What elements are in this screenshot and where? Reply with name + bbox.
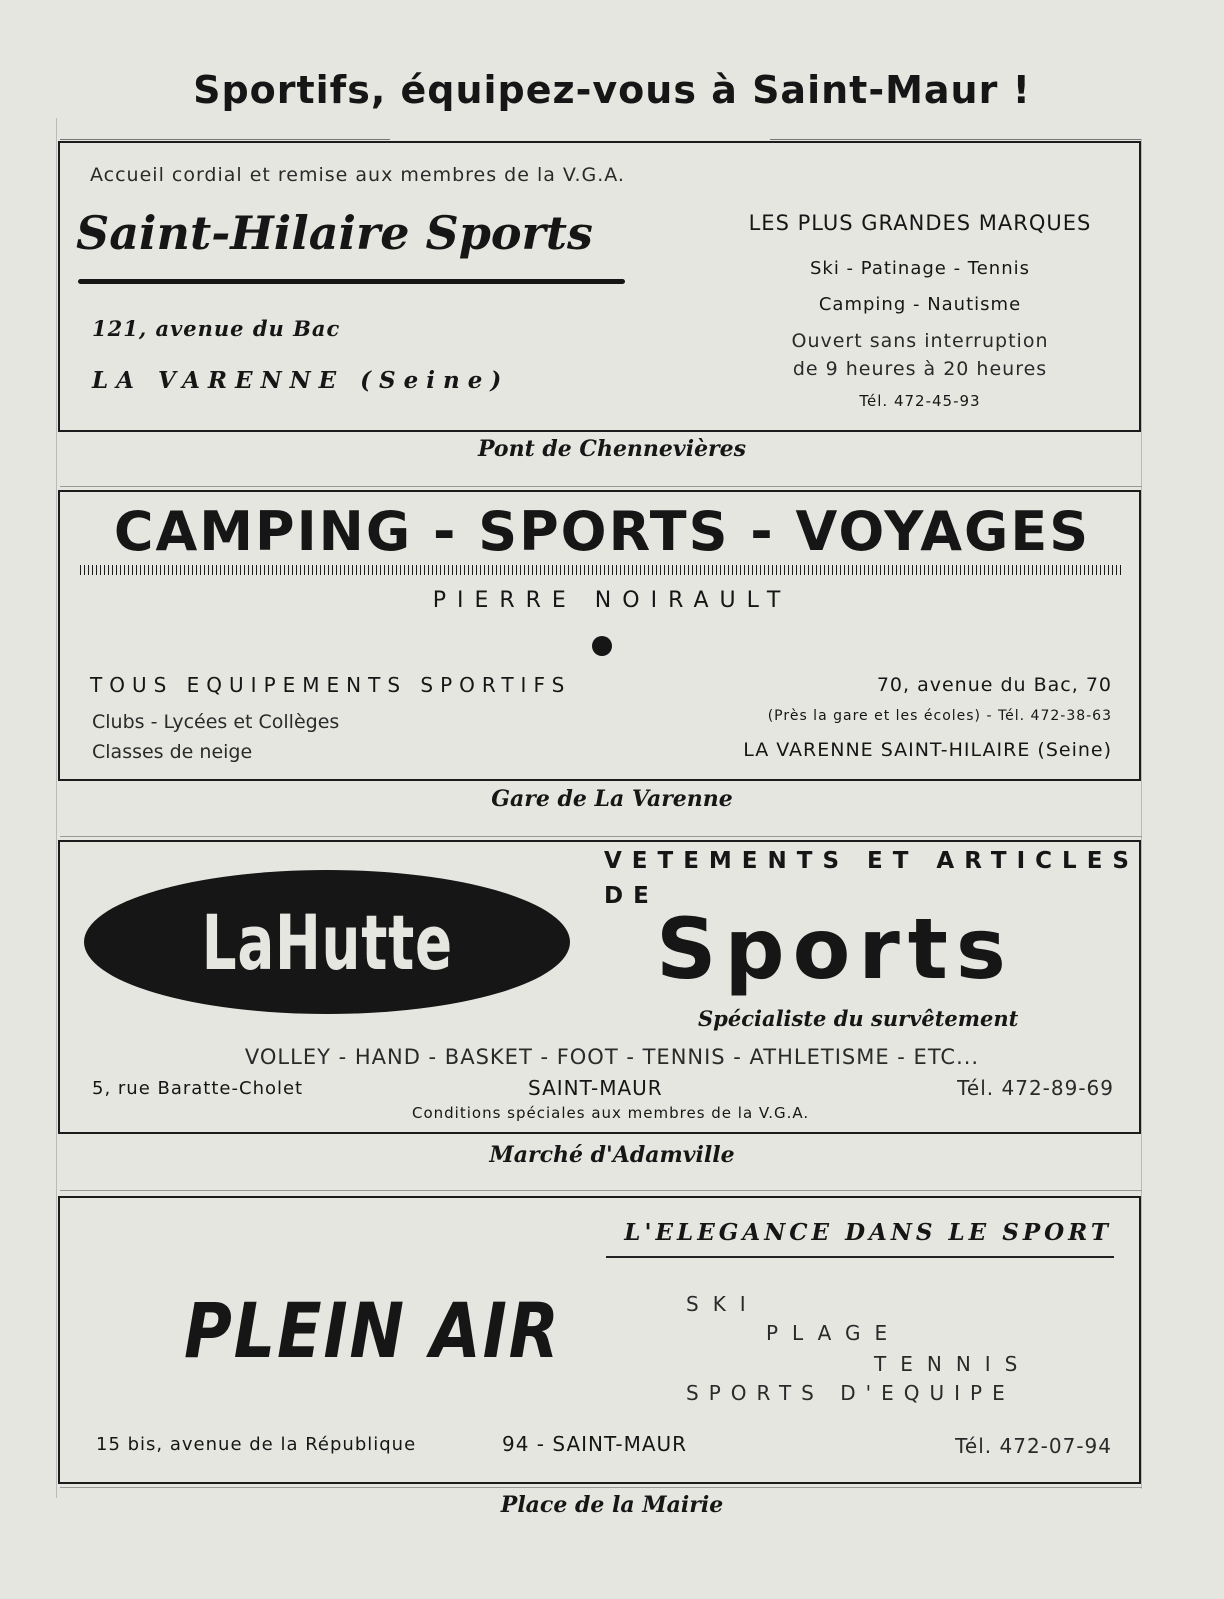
hours-line-2: de 9 heures à 20 heures — [792, 358, 1048, 380]
hours-line-1: Ouvert sans interruption — [791, 330, 1049, 352]
caption-rule — [60, 836, 1142, 837]
right-margin-rule — [1141, 139, 1142, 1489]
location-caption: Place de la Mairie — [500, 1492, 724, 1518]
headline-big: Sports — [656, 900, 1014, 998]
page-title: Sportifs, équipez-vous à Saint-Maur ! — [193, 68, 1031, 112]
address-city: SAINT-MAUR — [528, 1076, 663, 1100]
location-caption: Pont de Chennevières — [477, 436, 747, 462]
address-city: 94 - SAINT-MAUR — [502, 1432, 688, 1456]
shop-name: PLEIN AIR — [184, 1286, 561, 1375]
owner-name: PIERRE NOIRAULT — [432, 588, 792, 613]
caption-rule — [60, 486, 1142, 487]
sports-list: VOLLEY - HAND - BASKET - FOOT - TENNIS - ATHLETISME - ETC... — [244, 1045, 980, 1069]
sport-item-ski: SKI — [686, 1292, 760, 1316]
address-street: 70, avenue du Bac, 70 — [876, 674, 1112, 696]
phone-number: Tél. 472-07-94 — [955, 1434, 1112, 1458]
brands-text: LES PLUS GRANDES MARQUES — [748, 211, 1092, 235]
shop-name: Saint-Hilaire Sports — [76, 206, 593, 260]
bottom-rule — [60, 1487, 1142, 1488]
la-hutte-logo — [84, 870, 570, 1014]
address-city: LA VARENNE (Seine) — [92, 367, 510, 394]
phone-number: Tél. 472-45-93 — [859, 392, 981, 410]
header-rule-right — [770, 139, 1142, 140]
slogan-rule — [606, 1256, 1114, 1258]
sports-line-2: Camping - Nautisme — [818, 294, 1022, 315]
address-street: 121, avenue du Bac — [92, 316, 341, 341]
location-caption: Marché d'Adamville — [489, 1142, 735, 1168]
welcome-text: Accueil cordial et remise aux membres de la V.G.A. — [90, 164, 625, 186]
address-city: LA VARENNE SAINT-HILAIRE (Seine) — [743, 739, 1112, 761]
address-street: 5, rue Baratte-Cholet — [92, 1078, 304, 1099]
name-underline — [78, 279, 625, 284]
sport-item-team: SPORTS D'EQUIPE — [686, 1381, 1015, 1405]
conditions-text: Conditions spéciales aux membres de la V.G.A. — [412, 1104, 810, 1122]
sport-item-plage: PLAGE — [766, 1321, 902, 1345]
slogan-text: L'ELEGANCE DANS LE SPORT — [624, 1219, 1112, 1246]
sport-item-tennis: TENNIS — [874, 1352, 1032, 1376]
address-note-phone: (Près la gare et les écoles) - Tél. 472-38-63 — [767, 708, 1112, 724]
caption-rule — [60, 1190, 1142, 1191]
headline-line-2: DE — [604, 883, 659, 909]
address-street: 15 bis, avenue de la République — [96, 1434, 417, 1455]
decorative-ruler — [80, 565, 1124, 575]
bullet-dot — [592, 636, 612, 656]
shop-name: CAMPING - SPORTS - VOYAGES — [113, 500, 1091, 563]
headline-line-1: VETEMENTS ET ARTICLES — [604, 848, 1139, 874]
clubs-text: Clubs - Lycées et Collèges — [92, 711, 340, 733]
classes-text: Classes de neige — [92, 741, 253, 763]
sports-line-1: Ski - Patinage - Tennis — [809, 258, 1030, 279]
specialty-text: Spécialiste du survêtement — [698, 1006, 1019, 1031]
logo-text: LaHutte — [201, 897, 453, 987]
phone-number: Tél. 472-89-69 — [957, 1076, 1114, 1100]
header-rule — [60, 139, 390, 140]
location-caption: Gare de La Varenne — [491, 786, 733, 812]
equipment-text: TOUS EQUIPEMENTS SPORTIFS — [90, 673, 572, 697]
